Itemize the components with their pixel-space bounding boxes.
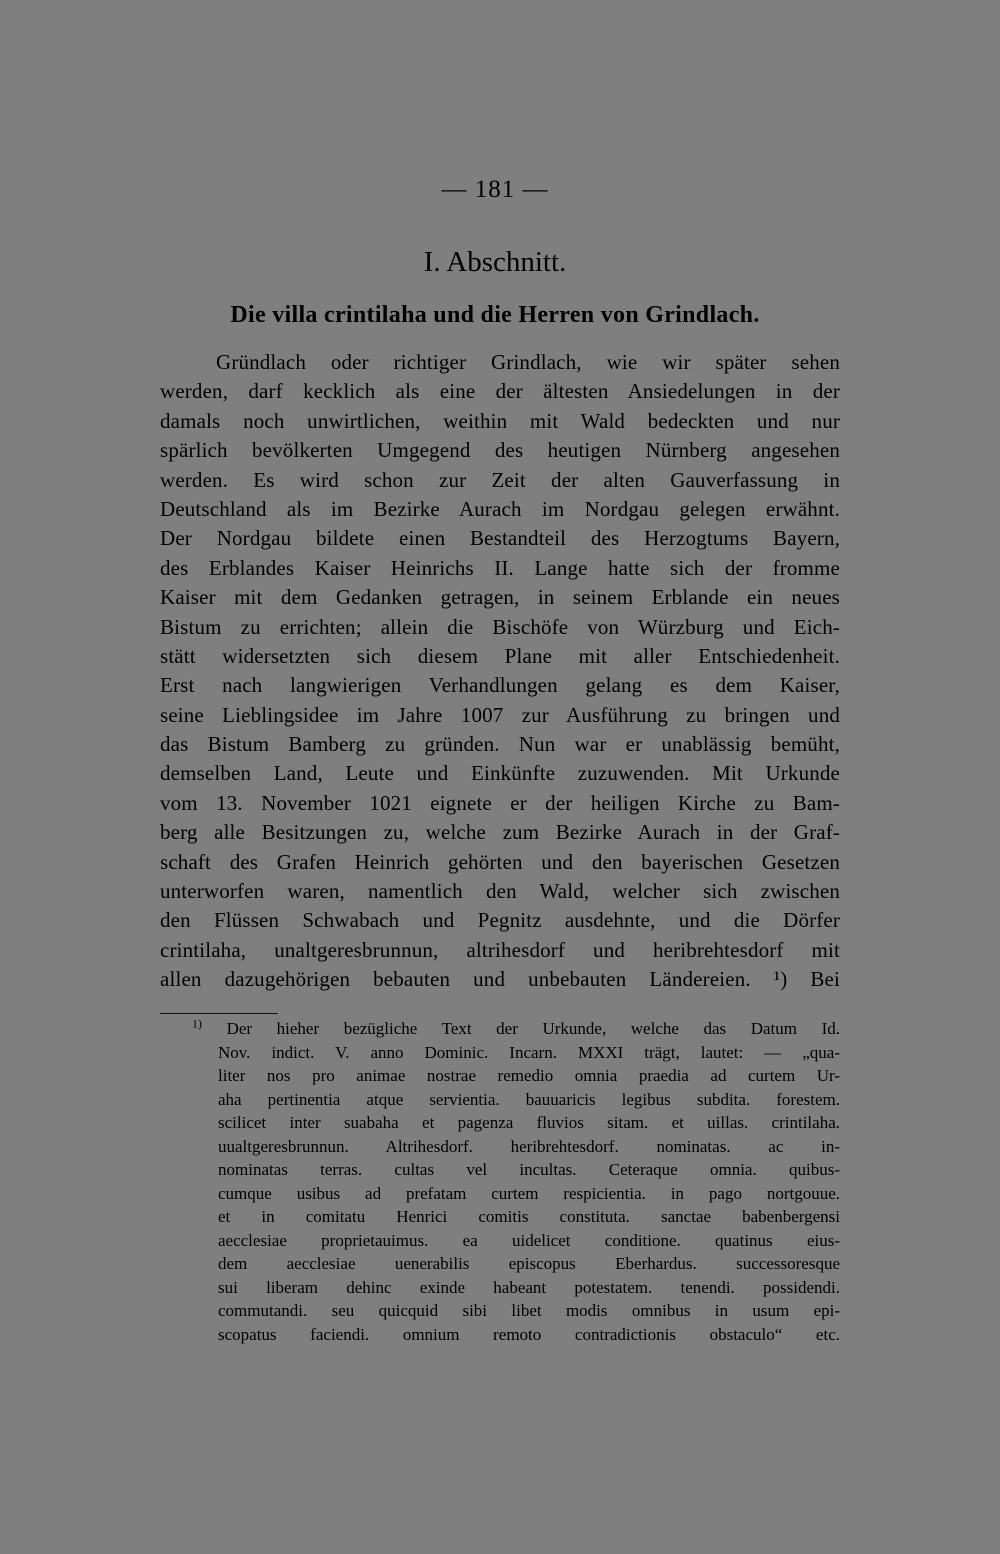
body-line: werden. Es wird schon zur Zeit der alten Gauverfassung in <box>160 467 840 492</box>
body-line: werden, darf kecklich als eine der ältesten Ansiedelungen in der <box>160 379 840 404</box>
footnote-line: liter nos pro animae nostrae remedio omnia praedia ad curtem Ur- <box>218 1066 840 1085</box>
section-heading: I. Abschnitt. <box>423 246 567 278</box>
body-line: Der Nordgau bildete einen Bestandteil des Herzogtums Bayern, <box>160 526 840 551</box>
body-line: seine Lieblingsidee im Jahre 1007 zur Ausführung zu bringen und <box>160 702 840 727</box>
body-line: schaft des Grafen Heinrich gehörten und den bayerischen Gesetzen <box>160 849 840 874</box>
footnote-line: dem aecclesiae uenerabilis episcopus Eberhardus. successoresque <box>218 1254 840 1273</box>
footnote-line-text: Der hieher bezügliche Text der Urkunde, welche das Datum Id. <box>226 1019 841 1038</box>
body-line: allen dazugehörigen bebauten und unbebauten Ländereien. ¹) Bei <box>160 967 840 992</box>
footnote-line: sui liberam dehinc exinde habeant potestatem. tenendi. possidendi. <box>218 1277 840 1297</box>
body-line: demselben Land, Leute und Einkünfte zuzuwenden. Mit Urkunde <box>160 761 840 786</box>
footnote-line: et in comitatu Henrici comitis constituta. sanctae babenbergensi <box>218 1207 840 1226</box>
footnote-line: Nov. indict. V. anno Dominic. Incarn. MXXI trägt, lautet: — „qua- <box>218 1042 840 1062</box>
body-line: crintilaha, unaltgeresbrunnun, altrihesdorf und heribrehtesdorf mit <box>160 937 840 962</box>
footnote-divider <box>160 1013 278 1014</box>
body-line: Bistum zu errichten; allein die Bischöfe von Würzburg und Eich- <box>160 614 840 639</box>
body-line: des Erblandes Kaiser Heinrichs II. Lange hatte sich der fromme <box>160 555 840 580</box>
footnote-line: commutandi. seu quicquid sibi libet modis omnibus in usum epi- <box>218 1301 840 1320</box>
body-line: unterworfen waren, namentlich den Wald, welcher sich zwischen <box>160 879 840 904</box>
footnote-line: scopatus faciendi. omnium remoto contradictionis obstaculo“ etc. <box>218 1324 840 1344</box>
footnote-line <box>192 1017 840 1041</box>
page-number: — 181 — <box>441 176 549 203</box>
footnote-line: scilicet inter suabaha et pagenza fluvios sitam. et uillas. crintilaha. <box>218 1113 840 1132</box>
body-line: Gründlach oder richtiger Grindlach, wie wir später sehen <box>216 350 840 374</box>
body-line: stätt widersetzten sich diesem Plane mit aller Entschiedenheit. <box>160 643 840 668</box>
body-line: damals noch unwirtlichen, weithin mit Wald bedeckten und nur <box>160 408 840 433</box>
body-line: vom 13. November 1021 eignete er der heiligen Kirche zu Bam- <box>160 790 840 815</box>
body-line: das Bistum Bamberg zu gründen. Nun war er unablässig bemüht, <box>160 732 840 757</box>
body-line: Kaiser mit dem Gedanken getragen, in seinem Erblande ein neues <box>160 585 840 610</box>
body-line: spärlich bevölkerten Umgegend des heutigen Nürnberg angesehen <box>160 438 840 463</box>
body-line: Erst nach langwierigen Verhandlungen gelang es dem Kaiser, <box>160 673 840 698</box>
body-line: den Flüssen Schwabach und Pegnitz ausdehnte, und die Dörfer <box>160 908 840 933</box>
body-line: Deutschland als im Bezirke Aurach im Nordgau gelegen erwähnt. <box>160 496 840 521</box>
footnote-line: cumque usibus ad prefatam curtem respicientia. in pago nortgouue. <box>218 1183 840 1203</box>
body-text <box>160 348 840 995</box>
body-line: berg alle Besitzungen zu, welche zum Bezirke Aurach in der Graf- <box>160 820 840 845</box>
chapter-title: Die villa crintilaha und die Herren von Grindlach. <box>230 302 760 328</box>
footnote-line: nominatas terras. cultas vel incultas. Ceteraque omnia. quibus- <box>218 1160 840 1179</box>
footnote <box>192 1017 840 1346</box>
footnote-line: aecclesiae proprietauimus. ea uidelicet conditione. quatinus eius- <box>218 1230 840 1250</box>
footnote-line: aha pertinentia atque servientia. bauuaricis legibus subdita. forestem. <box>218 1089 840 1109</box>
footnote-marker: 1) <box>192 1016 202 1031</box>
footnote-line: uualtgeresbrunnun. Altrihesdorf. heribrehtesdorf. nominatas. ac in- <box>218 1136 840 1156</box>
